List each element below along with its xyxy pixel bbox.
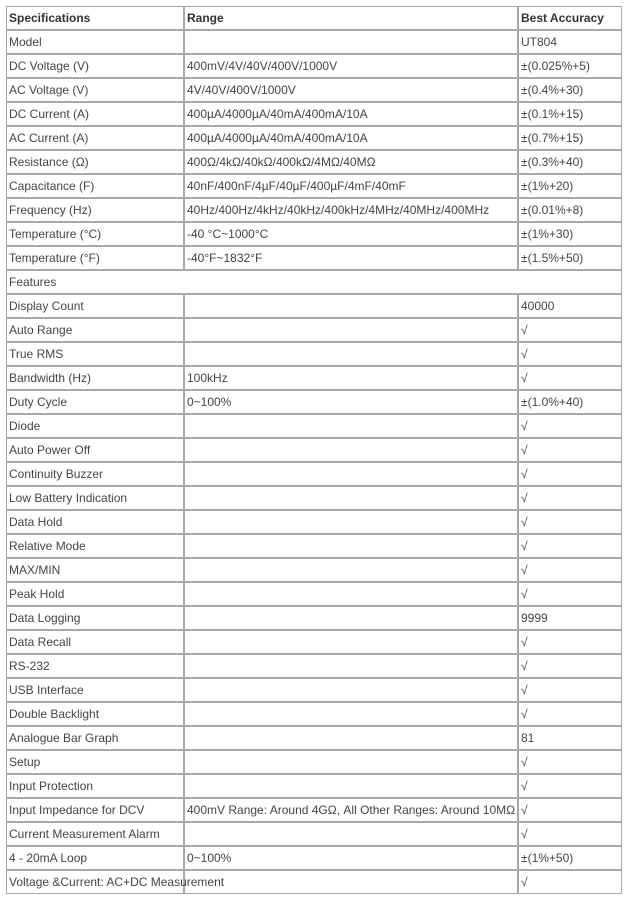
feature-range bbox=[184, 750, 518, 774]
feature-range bbox=[184, 438, 518, 462]
feature-range bbox=[184, 654, 518, 678]
feature-name: 4 - 20mA Loop bbox=[6, 846, 184, 870]
model-label: Model bbox=[6, 30, 184, 54]
model-range bbox=[184, 30, 518, 54]
measurement-range: 400mV/4V/40V/400V/1000V bbox=[184, 54, 518, 78]
feature-range bbox=[184, 294, 518, 318]
feature-row bbox=[6, 294, 622, 318]
model-row bbox=[6, 30, 622, 54]
measurement-range: 400µA/4000µA/40mA/400mA/10A bbox=[184, 102, 518, 126]
feature-value: √ bbox=[518, 582, 622, 606]
feature-value: √ bbox=[518, 750, 622, 774]
feature-name: Data Hold bbox=[6, 510, 184, 534]
feature-row bbox=[6, 798, 622, 822]
feature-value: √ bbox=[518, 534, 622, 558]
measurement-range: 40nF/400nF/4µF/40µF/400µF/4mF/40mF bbox=[184, 174, 518, 198]
feature-name: Relative Mode bbox=[6, 534, 184, 558]
feature-name: Input Impedance for DCV bbox=[6, 798, 184, 822]
feature-value: √ bbox=[518, 366, 622, 390]
feature-range bbox=[184, 630, 518, 654]
measurement-row bbox=[6, 246, 622, 270]
feature-row bbox=[6, 486, 622, 510]
measurement-range: 400Ω/4kΩ/40kΩ/400kΩ/4MΩ/40MΩ bbox=[184, 150, 518, 174]
feature-value: √ bbox=[518, 462, 622, 486]
measurement-name: AC Current (A) bbox=[6, 126, 184, 150]
feature-name: Duty Cycle bbox=[6, 390, 184, 414]
feature-row bbox=[6, 774, 622, 798]
measurement-name: DC Current (A) bbox=[6, 102, 184, 126]
feature-range bbox=[184, 534, 518, 558]
feature-row bbox=[6, 630, 622, 654]
feature-range bbox=[184, 558, 518, 582]
measurement-range: -40°F~1832°F bbox=[184, 246, 518, 270]
measurement-accuracy: ±(0.01%+8) bbox=[518, 198, 622, 222]
feature-row bbox=[6, 390, 622, 414]
feature-value: √ bbox=[518, 702, 622, 726]
measurement-row bbox=[6, 174, 622, 198]
measurement-row bbox=[6, 78, 622, 102]
feature-value: 9999 bbox=[518, 606, 622, 630]
feature-name: USB Interface bbox=[6, 678, 184, 702]
feature-range bbox=[184, 870, 518, 894]
model-value: UT804 bbox=[518, 30, 622, 54]
feature-value: ±(1.0%+40) bbox=[518, 390, 622, 414]
measurement-range: 40Hz/400Hz/4kHz/40kHz/400kHz/4MHz/40MHz/400MHz bbox=[184, 198, 518, 222]
measurement-row bbox=[6, 126, 622, 150]
header-row bbox=[6, 6, 622, 30]
feature-row bbox=[6, 678, 622, 702]
feature-range bbox=[184, 822, 518, 846]
feature-row bbox=[6, 414, 622, 438]
feature-range: 0~100% bbox=[184, 390, 518, 414]
feature-value: √ bbox=[518, 318, 622, 342]
feature-range bbox=[184, 414, 518, 438]
measurement-accuracy: ±(1.5%+50) bbox=[518, 246, 622, 270]
feature-range bbox=[184, 582, 518, 606]
features-section-row bbox=[6, 270, 622, 294]
feature-name: RS-232 bbox=[6, 654, 184, 678]
measurement-accuracy: ±(0.025%+5) bbox=[518, 54, 622, 78]
feature-row bbox=[6, 318, 622, 342]
feature-row bbox=[6, 366, 622, 390]
feature-value: √ bbox=[518, 678, 622, 702]
measurement-accuracy: ±(1%+20) bbox=[518, 174, 622, 198]
feature-name: Diode bbox=[6, 414, 184, 438]
feature-row bbox=[6, 870, 622, 894]
feature-name: Auto Power Off bbox=[6, 438, 184, 462]
feature-row bbox=[6, 582, 622, 606]
feature-name: Display Count bbox=[6, 294, 184, 318]
feature-value: √ bbox=[518, 486, 622, 510]
measurement-name: Frequency (Hz) bbox=[6, 198, 184, 222]
feature-name: MAX/MIN bbox=[6, 558, 184, 582]
feature-value: √ bbox=[518, 510, 622, 534]
feature-range: 400mV Range: Around 4GΩ, All Other Ranges: Around 10MΩ bbox=[184, 798, 518, 822]
measurement-range: 4V/40V/400V/1000V bbox=[184, 78, 518, 102]
feature-value: √ bbox=[518, 654, 622, 678]
feature-value: √ bbox=[518, 774, 622, 798]
measurement-accuracy: ±(0.4%+30) bbox=[518, 78, 622, 102]
feature-name: Analogue Bar Graph bbox=[6, 726, 184, 750]
feature-name: Input Protection bbox=[6, 774, 184, 798]
measurement-row bbox=[6, 150, 622, 174]
feature-row bbox=[6, 606, 622, 630]
feature-value: √ bbox=[518, 630, 622, 654]
feature-value: √ bbox=[518, 870, 622, 894]
feature-name: Continuity Buzzer bbox=[6, 462, 184, 486]
feature-row bbox=[6, 534, 622, 558]
feature-name: True RMS bbox=[6, 342, 184, 366]
feature-value: √ bbox=[518, 342, 622, 366]
measurement-name: Resistance (Ω) bbox=[6, 150, 184, 174]
feature-range bbox=[184, 678, 518, 702]
measurement-accuracy: ±(1%+30) bbox=[518, 222, 622, 246]
measurement-row bbox=[6, 198, 622, 222]
measurement-name: Capacitance (F) bbox=[6, 174, 184, 198]
measurement-name: AC Voltage (V) bbox=[6, 78, 184, 102]
feature-range bbox=[184, 726, 518, 750]
feature-value: √ bbox=[518, 798, 622, 822]
feature-range: 100kHz bbox=[184, 366, 518, 390]
feature-row bbox=[6, 510, 622, 534]
feature-range bbox=[184, 486, 518, 510]
feature-name: Data Recall bbox=[6, 630, 184, 654]
feature-name: Low Battery Indication bbox=[6, 486, 184, 510]
feature-row bbox=[6, 846, 622, 870]
feature-range bbox=[184, 510, 518, 534]
feature-row bbox=[6, 462, 622, 486]
feature-name: Setup bbox=[6, 750, 184, 774]
measurement-row bbox=[6, 54, 622, 78]
header-range: Range bbox=[184, 6, 518, 30]
feature-value: √ bbox=[518, 822, 622, 846]
feature-name: Voltage &Current: AC+DC Measurement bbox=[6, 870, 184, 894]
measurement-accuracy: ±(0.3%+40) bbox=[518, 150, 622, 174]
feature-range bbox=[184, 318, 518, 342]
feature-range bbox=[184, 462, 518, 486]
feature-range bbox=[184, 606, 518, 630]
measurement-range: 400µA/4000µA/40mA/400mA/10A bbox=[184, 126, 518, 150]
feature-range bbox=[184, 702, 518, 726]
feature-value: 40000 bbox=[518, 294, 622, 318]
feature-value: ±(1%+50) bbox=[518, 846, 622, 870]
feature-row bbox=[6, 342, 622, 366]
feature-range bbox=[184, 774, 518, 798]
feature-value: √ bbox=[518, 438, 622, 462]
feature-row bbox=[6, 438, 622, 462]
feature-name: Peak Hold bbox=[6, 582, 184, 606]
feature-value: √ bbox=[518, 558, 622, 582]
header-specifications: Specifications bbox=[6, 6, 184, 30]
feature-row bbox=[6, 822, 622, 846]
specifications-table bbox=[6, 6, 622, 894]
feature-row bbox=[6, 702, 622, 726]
feature-name: Double Backlight bbox=[6, 702, 184, 726]
measurement-name: DC Voltage (V) bbox=[6, 54, 184, 78]
measurement-range: -40 °C~1000°C bbox=[184, 222, 518, 246]
feature-row bbox=[6, 726, 622, 750]
measurement-row bbox=[6, 102, 622, 126]
feature-name: Auto Range bbox=[6, 318, 184, 342]
feature-row bbox=[6, 750, 622, 774]
features-section-label: Features bbox=[6, 270, 622, 294]
measurement-name: Temperature (°C) bbox=[6, 222, 184, 246]
feature-name: Bandwidth (Hz) bbox=[6, 366, 184, 390]
measurement-accuracy: ±(0.1%+15) bbox=[518, 102, 622, 126]
feature-value: 81 bbox=[518, 726, 622, 750]
measurement-accuracy: ±(0.7%+15) bbox=[518, 126, 622, 150]
feature-name: Current Measurement Alarm bbox=[6, 822, 184, 846]
feature-row bbox=[6, 558, 622, 582]
measurement-row bbox=[6, 222, 622, 246]
feature-row bbox=[6, 654, 622, 678]
feature-range: 0~100% bbox=[184, 846, 518, 870]
feature-range bbox=[184, 342, 518, 366]
header-best-accuracy: Best Accuracy bbox=[518, 6, 622, 30]
feature-value: √ bbox=[518, 414, 622, 438]
feature-name: Data Logging bbox=[6, 606, 184, 630]
measurement-name: Temperature (°F) bbox=[6, 246, 184, 270]
